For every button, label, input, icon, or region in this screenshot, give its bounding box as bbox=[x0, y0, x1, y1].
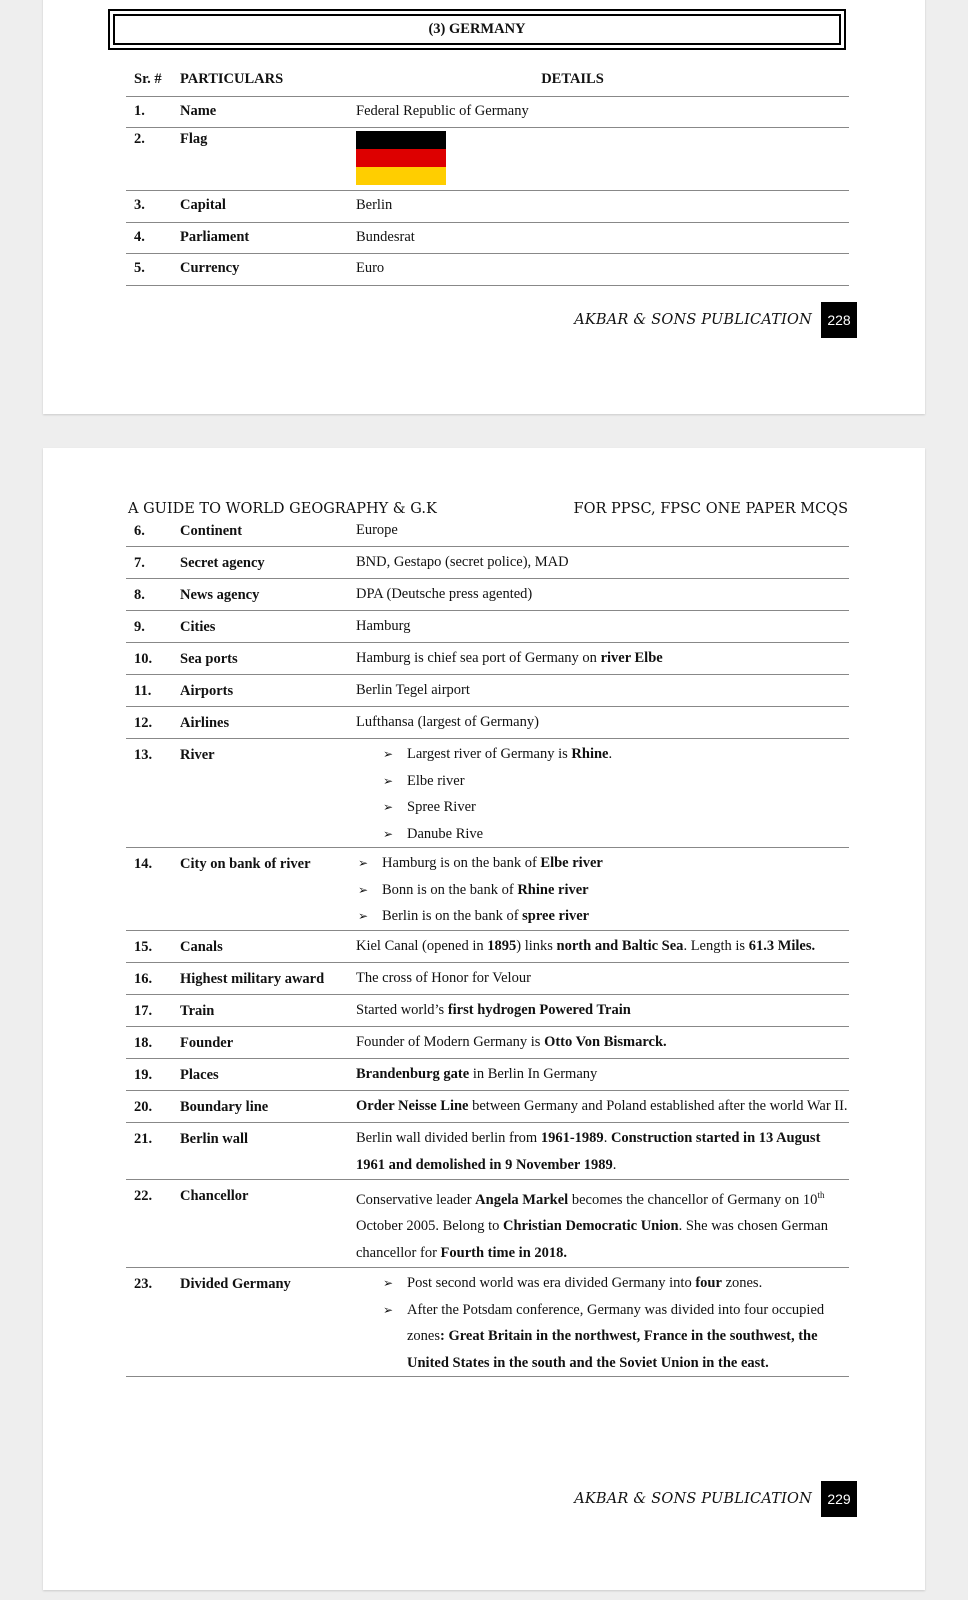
row-sr: 19. bbox=[134, 1066, 153, 1083]
row-detail: Kiel Canal (opened in 1895) links north and Baltic Sea. Length is 61.3 Miles. bbox=[356, 937, 816, 954]
row-detail: Lufthansa (largest of Germany) bbox=[356, 714, 539, 730]
table-row bbox=[126, 1090, 849, 1122]
table-row bbox=[126, 707, 849, 739]
table-row bbox=[126, 611, 849, 643]
row-sr: 6. bbox=[134, 523, 145, 539]
row-sr: 15. bbox=[134, 938, 153, 955]
divided-germany-list bbox=[356, 1270, 849, 1376]
row-sr: 5. bbox=[134, 260, 145, 276]
row-particular: Secret agency bbox=[180, 555, 265, 571]
flag-stripe-red bbox=[356, 149, 446, 167]
page-footer bbox=[574, 1481, 857, 1517]
row-detail bbox=[355, 643, 849, 675]
table-row bbox=[126, 1122, 849, 1179]
row-sr: 22. bbox=[134, 1187, 153, 1204]
row-detail: Euro bbox=[356, 260, 385, 276]
row-sr: 16. bbox=[134, 970, 153, 987]
list-item: ➢ Hamburg is on the bank of Elbe river bbox=[382, 850, 849, 877]
row-detail bbox=[355, 1268, 849, 1377]
table-row bbox=[126, 128, 849, 191]
row-sr: 23. bbox=[134, 1276, 153, 1293]
row-particular: Founder bbox=[180, 1034, 234, 1051]
row-detail: Brandenburg gate in Berlin In Germany bbox=[356, 1065, 598, 1082]
row-detail bbox=[355, 739, 849, 848]
row-detail bbox=[355, 128, 849, 191]
detail-text: Hamburg is chief sea port of Germany on bbox=[356, 650, 601, 666]
page-footer bbox=[574, 302, 857, 338]
row-sr: 13. bbox=[134, 747, 153, 763]
row-sr: 20. bbox=[134, 1098, 153, 1115]
row-sr: 1. bbox=[134, 102, 145, 119]
row-particular: Highest military award bbox=[180, 970, 325, 987]
row-sr: 4. bbox=[134, 228, 145, 245]
row-sr: 7. bbox=[134, 555, 145, 571]
row-particular: Places bbox=[180, 1066, 219, 1083]
row-particular: Airports bbox=[180, 683, 234, 699]
list-item: ➢ Danube Rive bbox=[407, 821, 849, 848]
row-particular: River bbox=[180, 747, 215, 763]
table-row bbox=[126, 579, 849, 611]
row-sr: 11. bbox=[134, 683, 152, 699]
table-row bbox=[126, 1026, 849, 1058]
row-sr: 14. bbox=[134, 856, 153, 872]
row-detail: BND, Gestapo (secret police), MAD bbox=[356, 554, 569, 570]
row-particular: Divided Germany bbox=[180, 1276, 291, 1293]
row-particular: Train bbox=[180, 1002, 215, 1019]
row-particular: Boundary line bbox=[180, 1098, 269, 1115]
running-head-left: A GUIDE TO WORLD GEOGRAPHY & G.K bbox=[128, 501, 437, 517]
list-item: ➢ Spree River bbox=[407, 794, 849, 821]
row-particular: Capital bbox=[180, 197, 226, 213]
page-number: 228 bbox=[821, 302, 857, 338]
row-particular: Continent bbox=[180, 523, 243, 539]
table-row bbox=[126, 547, 849, 579]
header-details: DETAILS bbox=[541, 71, 604, 87]
row-particular: Currency bbox=[180, 260, 240, 276]
page-number: 229 bbox=[821, 1481, 857, 1517]
table-row bbox=[126, 254, 849, 286]
flag-stripe-gold bbox=[356, 167, 446, 185]
list-item: ➢ Elbe river bbox=[407, 768, 849, 795]
row-detail: Hamburg bbox=[356, 618, 411, 634]
row-particular: Berlin wall bbox=[180, 1130, 249, 1147]
list-item: ➢ After the Potsdam conference, Germany was divided into four occupied zones: Great Britain in the northwest, France in the southwest, the United States in the south and the Soviet Union in the east. bbox=[407, 1297, 849, 1377]
row-particular: Cities bbox=[180, 619, 216, 635]
table-row bbox=[126, 1179, 849, 1268]
row-detail: Berlin wall divided berlin from 1961-1989. Construction started in 13 August 1961 and demolished in 9 November 1989. bbox=[356, 1129, 821, 1173]
row-detail: Berlin Tegel airport bbox=[356, 682, 470, 698]
page-229 bbox=[43, 448, 925, 1590]
row-particular: News agency bbox=[180, 587, 260, 603]
list-item: ➢ Post second world was era divided Germany into four zones. bbox=[407, 1270, 849, 1297]
row-particular: Airlines bbox=[180, 715, 230, 731]
table-row bbox=[126, 962, 849, 994]
row-detail: Berlin bbox=[356, 197, 393, 213]
page-228 bbox=[43, 0, 925, 414]
city-river-list bbox=[356, 850, 849, 930]
table-row bbox=[126, 643, 849, 675]
river-list bbox=[356, 741, 849, 847]
list-item: ➢ Berlin is on the bank of spree river bbox=[382, 903, 849, 930]
table-row bbox=[126, 96, 849, 128]
country-table-part-2 bbox=[126, 515, 849, 1377]
row-particular: Parliament bbox=[180, 228, 250, 245]
row-particular: Name bbox=[180, 102, 217, 119]
row-detail: Federal Republic of Germany bbox=[356, 102, 529, 119]
row-detail: Bundesrat bbox=[356, 228, 415, 245]
row-detail: Founder of Modern Germany is Otto Von Bismarck. bbox=[356, 1033, 667, 1050]
publisher-name: AKBAR & SONS PUBLICATION bbox=[574, 1491, 812, 1507]
row-sr: 8. bbox=[134, 587, 145, 603]
row-detail: Conservative leader Angela Markel becomes the chancellor of Germany on 10th October 2005. Belong to Christian Democratic Union. She was chosen German chancellor for Fourth time in 2018. bbox=[356, 1189, 828, 1262]
detail-bold: river Elbe bbox=[600, 650, 663, 666]
row-sr: 2. bbox=[134, 131, 145, 147]
page-title: (3) GERMANY bbox=[113, 14, 841, 45]
row-detail: DPA (Deutsche press agented) bbox=[356, 586, 533, 602]
table-row bbox=[126, 994, 849, 1026]
country-table-part-1 bbox=[126, 65, 849, 286]
row-sr: 3. bbox=[134, 197, 145, 213]
row-detail: Europe bbox=[356, 522, 398, 538]
table-row bbox=[126, 191, 849, 223]
row-sr: 21. bbox=[134, 1130, 153, 1147]
publisher-name: AKBAR & SONS PUBLICATION bbox=[574, 312, 812, 328]
table-row bbox=[126, 848, 849, 931]
flag-stripe-black bbox=[356, 131, 446, 149]
row-particular: Flag bbox=[180, 131, 208, 147]
row-detail: Order Neisse Line between Germany and Poland established after the world War II. bbox=[356, 1097, 848, 1114]
row-sr: 18. bbox=[134, 1034, 153, 1051]
table-row bbox=[126, 930, 849, 962]
row-detail: The cross of Honor for Velour bbox=[356, 969, 531, 986]
row-particular: Sea ports bbox=[180, 651, 238, 667]
row-detail: Started world’s first hydrogen Powered Train bbox=[356, 1001, 631, 1018]
germany-flag-image bbox=[356, 131, 446, 185]
row-sr: 9. bbox=[134, 619, 145, 635]
header-particulars: PARTICULARS bbox=[180, 71, 284, 87]
row-sr: 12. bbox=[134, 715, 153, 731]
row-sr: 10. bbox=[134, 651, 153, 667]
title-box bbox=[108, 9, 846, 50]
header-sr: Sr. # bbox=[134, 71, 162, 87]
table-row bbox=[126, 1268, 849, 1377]
table-row bbox=[126, 515, 849, 547]
table-header-row bbox=[126, 65, 849, 96]
table-row bbox=[126, 739, 849, 848]
row-detail bbox=[355, 848, 849, 931]
list-item: ➢ Largest river of Germany is Rhine. bbox=[407, 741, 849, 768]
row-sr: 17. bbox=[134, 1002, 153, 1019]
list-item: ➢ Bonn is on the bank of Rhine river bbox=[382, 877, 849, 904]
row-particular: Chancellor bbox=[180, 1187, 249, 1204]
table-row bbox=[126, 222, 849, 254]
table-row bbox=[126, 1058, 849, 1090]
running-head-right: FOR PPSC, FPSC ONE PAPER MCQS bbox=[573, 501, 848, 517]
row-particular: Canals bbox=[180, 938, 223, 955]
row-particular: City on bank of river bbox=[180, 856, 311, 872]
table-row bbox=[126, 675, 849, 707]
